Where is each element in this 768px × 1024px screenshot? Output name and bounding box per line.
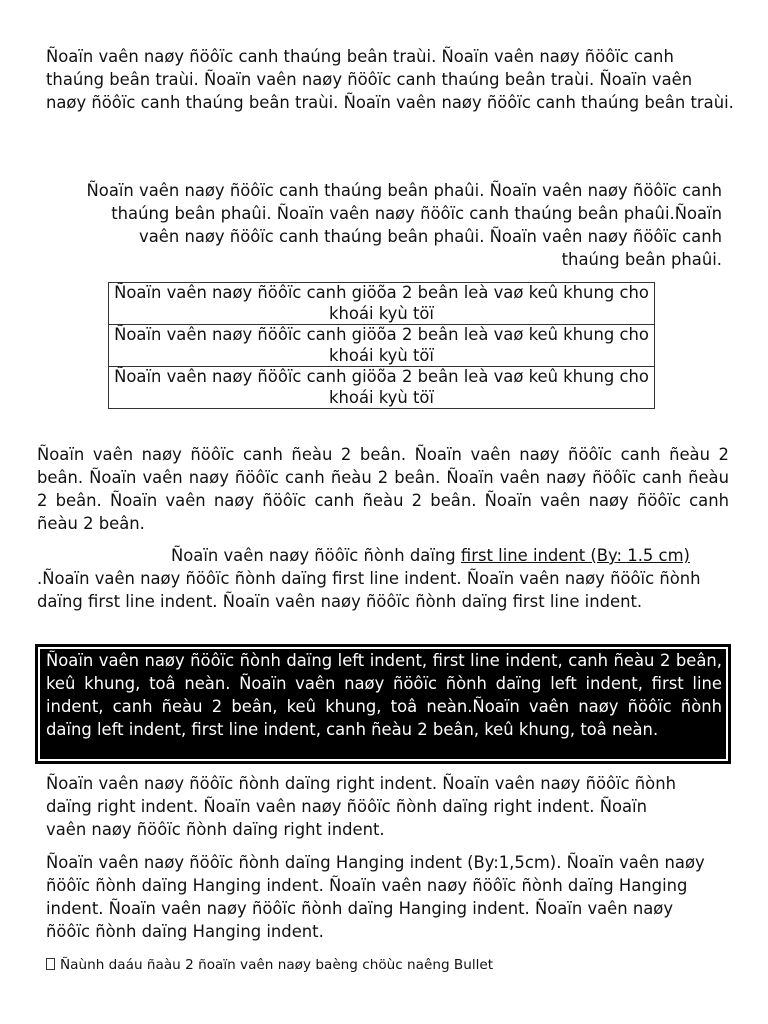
shaded-bordered-paragraph: Ñoaïn vaên naøy ñöôïc ñònh daïng left indent, first line indent, canh ñeàu 2 beân, keû khung, toâ neàn. Ñoaïn vaên naøy ñöôïc ñònh daïng left indent, first line indent, canh ñeàu 2 beân, keû khung, toâ neàn.Ñoaïn vaên naøy ñöôïc ñònh daïng left indent, first line indent, canh ñeàu 2 beân, keû khung, toâ neàn. (38, 647, 728, 761)
first-line-indent-lead: Ñoaïn vaên naøy ñöôïc ñònh daïng (171, 546, 461, 565)
right-aligned-paragraph: Ñoaïn vaên naøy ñöôïc canh thaúng beân phaûi. Ñoaïn vaên naøy ñöôïc canh thaúng beân phaûi. Ñoaïn vaên naøy ñöôïc canh thaúng beân phaûi.Ñoaïn vaên naøy ñöôïc canh thaúng beân phaûi. Ñoaïn vaên naøy ñöôïc canh thaúng beân phaûi. (86, 181, 722, 269)
table-cell: Ñoaïn vaên naøy ñöôïc canh giöõa 2 beân leà vaø keû khung cho khoái kyù töï (109, 325, 655, 367)
first-line-indent-rest: .Ñoaïn vaên naøy ñöôïc ñònh daïng first line indent. Ñoaïn vaên naøy ñöôïc ñònh daïng first line indent. Ñoaïn vaên naøy ñöôïc ñònh daïng first line indent. (37, 569, 701, 611)
hanging-indent-paragraph: Ñoaïn vaên naøy ñöôïc ñònh daïng Hanging indent (By:1,5cm). Ñoaïn vaên naøy ñöôïc ñònh daïng Hanging indent. Ñoaïn vaên naøy ñöôïc ñònh daïng Hanging indent. Ñoaïn vaên naøy ñöôïc ñònh daïng Hanging indent. Ñoaïn vaên naøy ñöôïc ñònh daïng Hanging indent. (46, 853, 705, 941)
table-row (109, 325, 655, 367)
table-row (109, 367, 655, 409)
bullet-line (46, 955, 736, 975)
justified-paragraph: Ñoaïn vaên naøy ñöôïc canh ñeàu 2 beân. Ñoaïn vaên naøy ñöôïc canh ñeàu 2 beân. Ñoaïn vaên naøy ñöôïc canh ñeàu 2 beân. Ñoaïn vaên naøy ñöôïc canh ñeàu 2 beân. Ñoaïn vaên naøy ñöôïc canh ñeàu 2 beân. Ñoaïn vaên naøy ñöôïc canh ñeàu 2 beân. (37, 445, 729, 533)
first-line-indent-underlined-text: first line indent (By: 1.5 cm) (460, 546, 690, 565)
left-aligned-paragraph: Ñoaïn vaên naøy ñöôïc canh thaúng beân traùi. Ñoaïn vaên naøy ñöôïc canh thaúng beân traùi. Ñoaïn vaên naøy ñöôïc canh thaúng beân traùi. Ñoaïn vaên naøy ñöôïc canh thaúng beân traùi. Ñoaïn vaên naøy ñöôïc canh thaúng beân traùi. (46, 47, 734, 112)
centered-boxed-table (108, 282, 655, 409)
right-indent-paragraph: Ñoaïn vaên naøy ñöôïc ñònh daïng right indent. Ñoaïn vaên naøy ñöôïc ñònh daïng right indent. Ñoaïn vaên naøy ñöôïc ñònh daïng right indent. Ñoaïn vaên naøy ñöôïc ñònh daïng right indent. (46, 774, 676, 839)
table-cell: Ñoaïn vaên naøy ñöôïc canh giöõa 2 beân leà vaø keû khung cho khoái kyù töï (109, 283, 655, 325)
missing-glyph-box-icon (46, 958, 55, 970)
first-line-indent-paragraph (37, 544, 729, 613)
table-cell: Ñoaïn vaên naøy ñöôïc canh giöõa 2 beân leà vaø keû khung cho khoái kyù töï (109, 367, 655, 409)
table-row (109, 283, 655, 325)
bullet-text: Ñaùnh daáu ñaàu 2 ñoaïn vaên naøy baèng chöùc naêng Bullet (60, 957, 494, 973)
